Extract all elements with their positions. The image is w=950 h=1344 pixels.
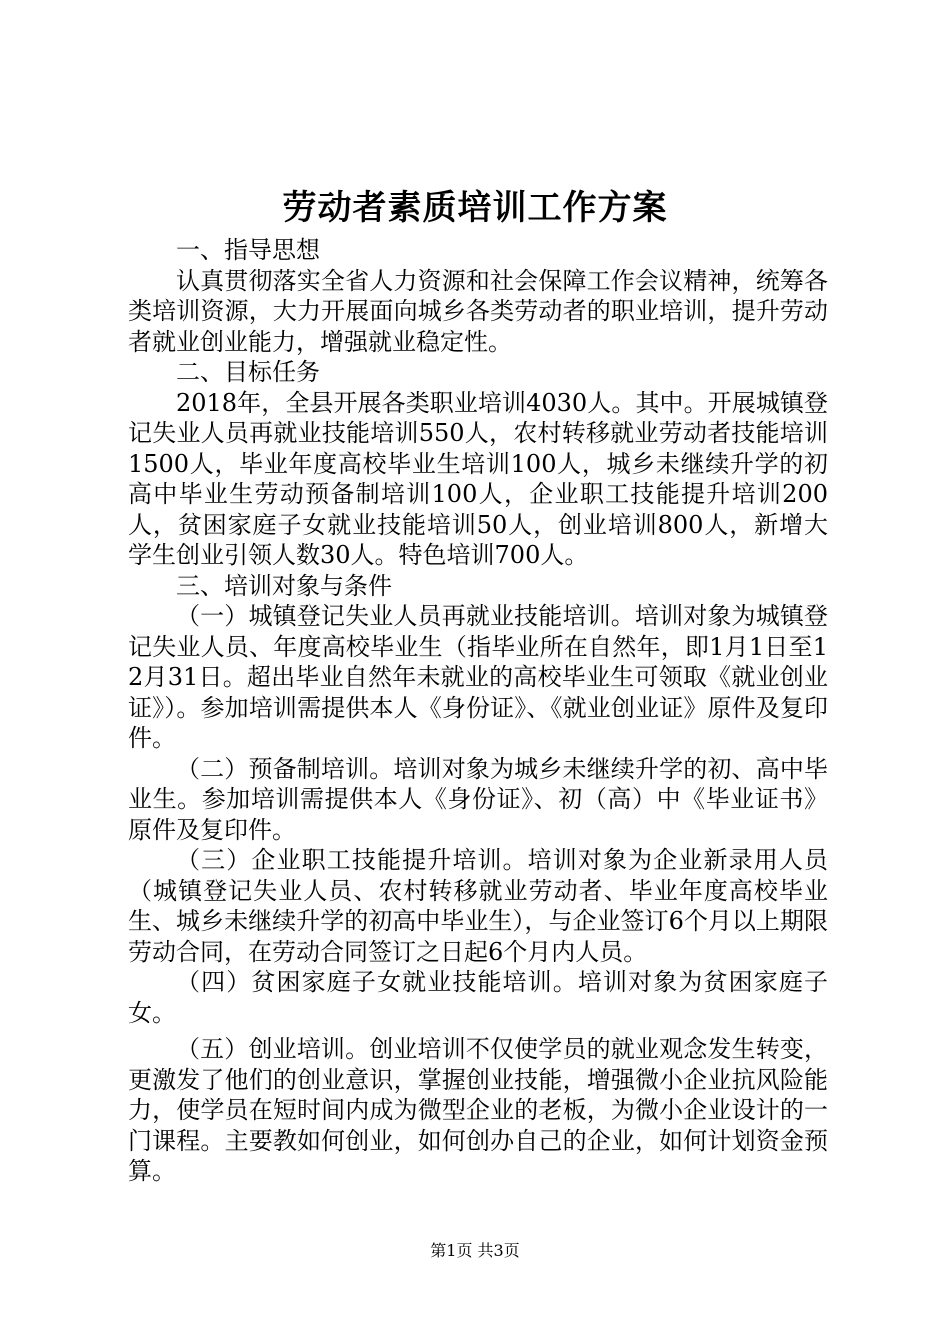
document-title: 劳动者素质培训工作方案 <box>282 188 668 228</box>
document-body <box>128 235 828 1187</box>
paragraph-item-3: （三）企业职工技能提升培训。培训对象为企业新录用人员（城镇登记失业人员、农村转移就业劳动者、毕业年度高校毕业生、城乡未继续升学的初高中毕业生），与企业签订6个月以上期限劳动合同，在劳动合同签订之日起6个月内人员。 <box>128 846 828 966</box>
section-heading-guiding-ideology: 一、指导思想 <box>176 236 320 264</box>
paragraph-item-4: （四）贫困家庭子女就业技能培训。培训对象为贫困家庭子女。 <box>128 968 828 1027</box>
page-footer: 第1页 共3页 <box>430 1241 520 1260</box>
paragraph-guiding-ideology: 认真贯彻落实全省人力资源和社会保障工作会议精神，统筹各类培训资源，大力开展面向城乡各类劳动者的职业培训，提升劳动者就业创业能力，增强就业稳定性。 <box>128 266 828 356</box>
section-heading-training-targets: 三、培训对象与条件 <box>176 571 392 600</box>
section-heading-goals: 二、目标任务 <box>176 358 320 386</box>
paragraph-goals: 2018年，全县开展各类职业培训4030人。其中。开展城镇登记失业人员再就业技能培训550人，农村转移就业劳动者技能培训1500人，毕业年度高校毕业生培训100人，城乡未继续升学的初高中毕业生劳动预备制培训100人，企业职工技能提升培训200人，贫困家庭子女就业技能培训50人，创业培训800人，新增大学生创业引领人数30人。特色培训700人。 <box>128 388 828 569</box>
paragraph-item-1: （一）城镇登记失业人员再就业技能培训。培训对象为城镇登记失业人员、年度高校毕业生（指毕业所在自然年，即1月1日至12月31日。超出毕业自然年未就业的高校毕业生可领取《就业创业证》）。参加培训需提供本人《身份证》、《就业创业证》原件及复印件。 <box>128 602 828 752</box>
paragraph-item-2: （二）预备制培训。培训对象为城乡未继续升学的初、高中毕业生。参加培训需提供本人《身份证》、初（高）中《毕业证书》原件及复印件。 <box>128 754 828 844</box>
paragraph-item-5: （五）创业培训。创业培训不仅使学员的就业观念发生转变，更激发了他们的创业意识，掌握创业技能，增强微小企业抗风险能力，使学员在短时间内成为微型企业的老板，为微小企业设计的一门课程。主要教如何创业，如何创办自己的企业，如何计划资金预算。 <box>128 1035 828 1185</box>
